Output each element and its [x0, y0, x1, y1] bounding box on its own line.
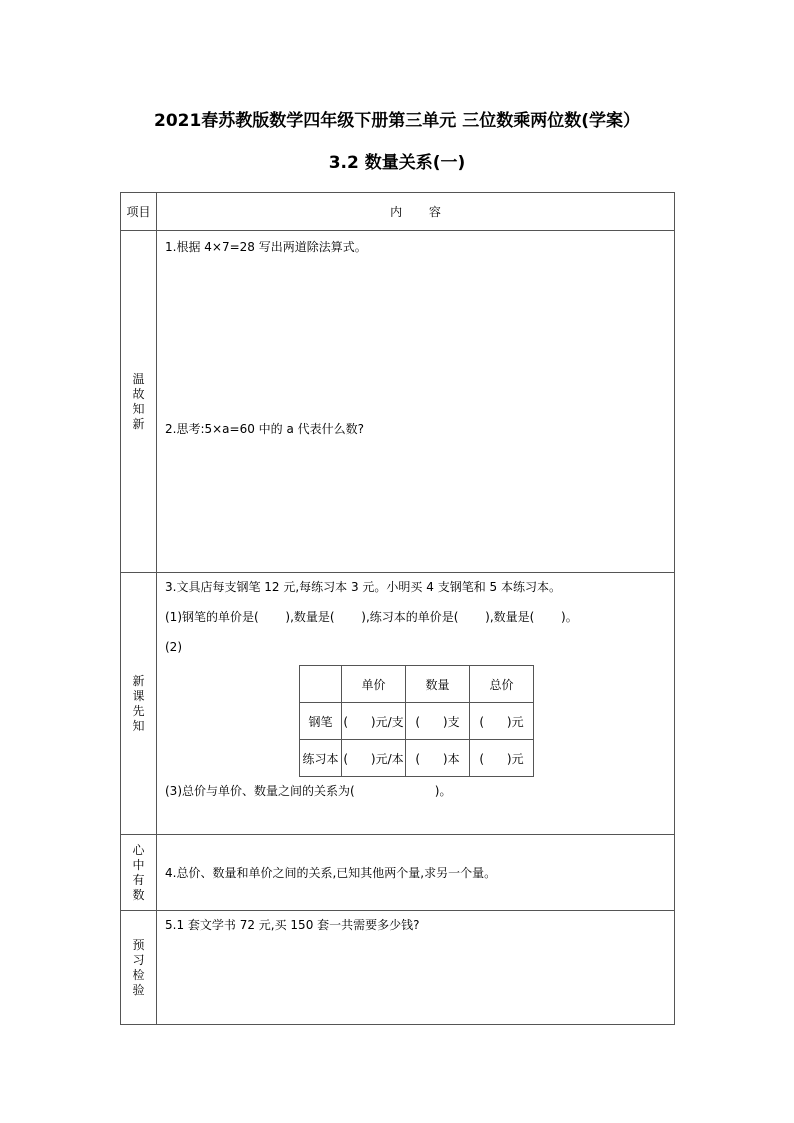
price-table-header: 总价 [470, 666, 534, 703]
price-table-header [300, 666, 342, 703]
document-subtitle: 3.2 数量关系(一) [328, 153, 466, 173]
price-table-header: 数量 [406, 666, 470, 703]
price-table-cell: ( )支 [406, 703, 470, 740]
price-table-cell: 钢笔 [300, 703, 342, 740]
question-1: 1.根据 4×7=28 写出两道除法算式。 [165, 240, 367, 254]
question-3-3: (3)总价与单价、数量之间的关系为( )。 [165, 784, 452, 798]
price-table-cell: ( )元/支 [342, 703, 406, 740]
worksheet-table [120, 192, 675, 1025]
question-4: 4.总价、数量和单价之间的关系,已知其他两个量,求另一个量。 [165, 865, 497, 880]
section-check-content [157, 911, 675, 1025]
header-content: 内 容 [157, 193, 675, 231]
section-label-review: 温故知新 [121, 231, 157, 573]
question-5: 5.1 套文学书 72 元,买 150 套一共需要多少钱? [165, 918, 420, 932]
section-label-summary: 心中有数 [121, 835, 157, 911]
header-item: 项目 [121, 193, 157, 231]
document-title: 2021春苏教版数学四年级下册第三单元 三位数乘两位数(学案） [153, 111, 640, 131]
question-3-2: (2) [165, 640, 182, 654]
question-2: 2.思考:5×a=60 中的 a 代表什么数? [165, 422, 365, 436]
price-table-cell: ( )元 [470, 740, 534, 777]
price-table-cell: 练习本 [300, 740, 342, 777]
section-preview-content [157, 573, 675, 835]
section-review-content [157, 231, 675, 573]
price-table-header: 单价 [342, 666, 406, 703]
section-label-check: 预习检验 [121, 911, 157, 1025]
price-table-cell: ( )元/本 [342, 740, 406, 777]
price-table-cell: ( )元 [470, 703, 534, 740]
price-table [299, 665, 534, 777]
section-summary-content [157, 835, 675, 911]
section-label-preview: 新课先知 [121, 573, 157, 835]
question-3-1: (1)钢笔的单价是( ),数量是( ),练习本的单价是( ),数量是( )。 [165, 610, 578, 624]
price-table-cell: ( )本 [406, 740, 470, 777]
question-3: 3.文具店每支钢笔 12 元,每练习本 3 元。小明买 4 支钢笔和 5 本练习本。 [165, 580, 561, 594]
